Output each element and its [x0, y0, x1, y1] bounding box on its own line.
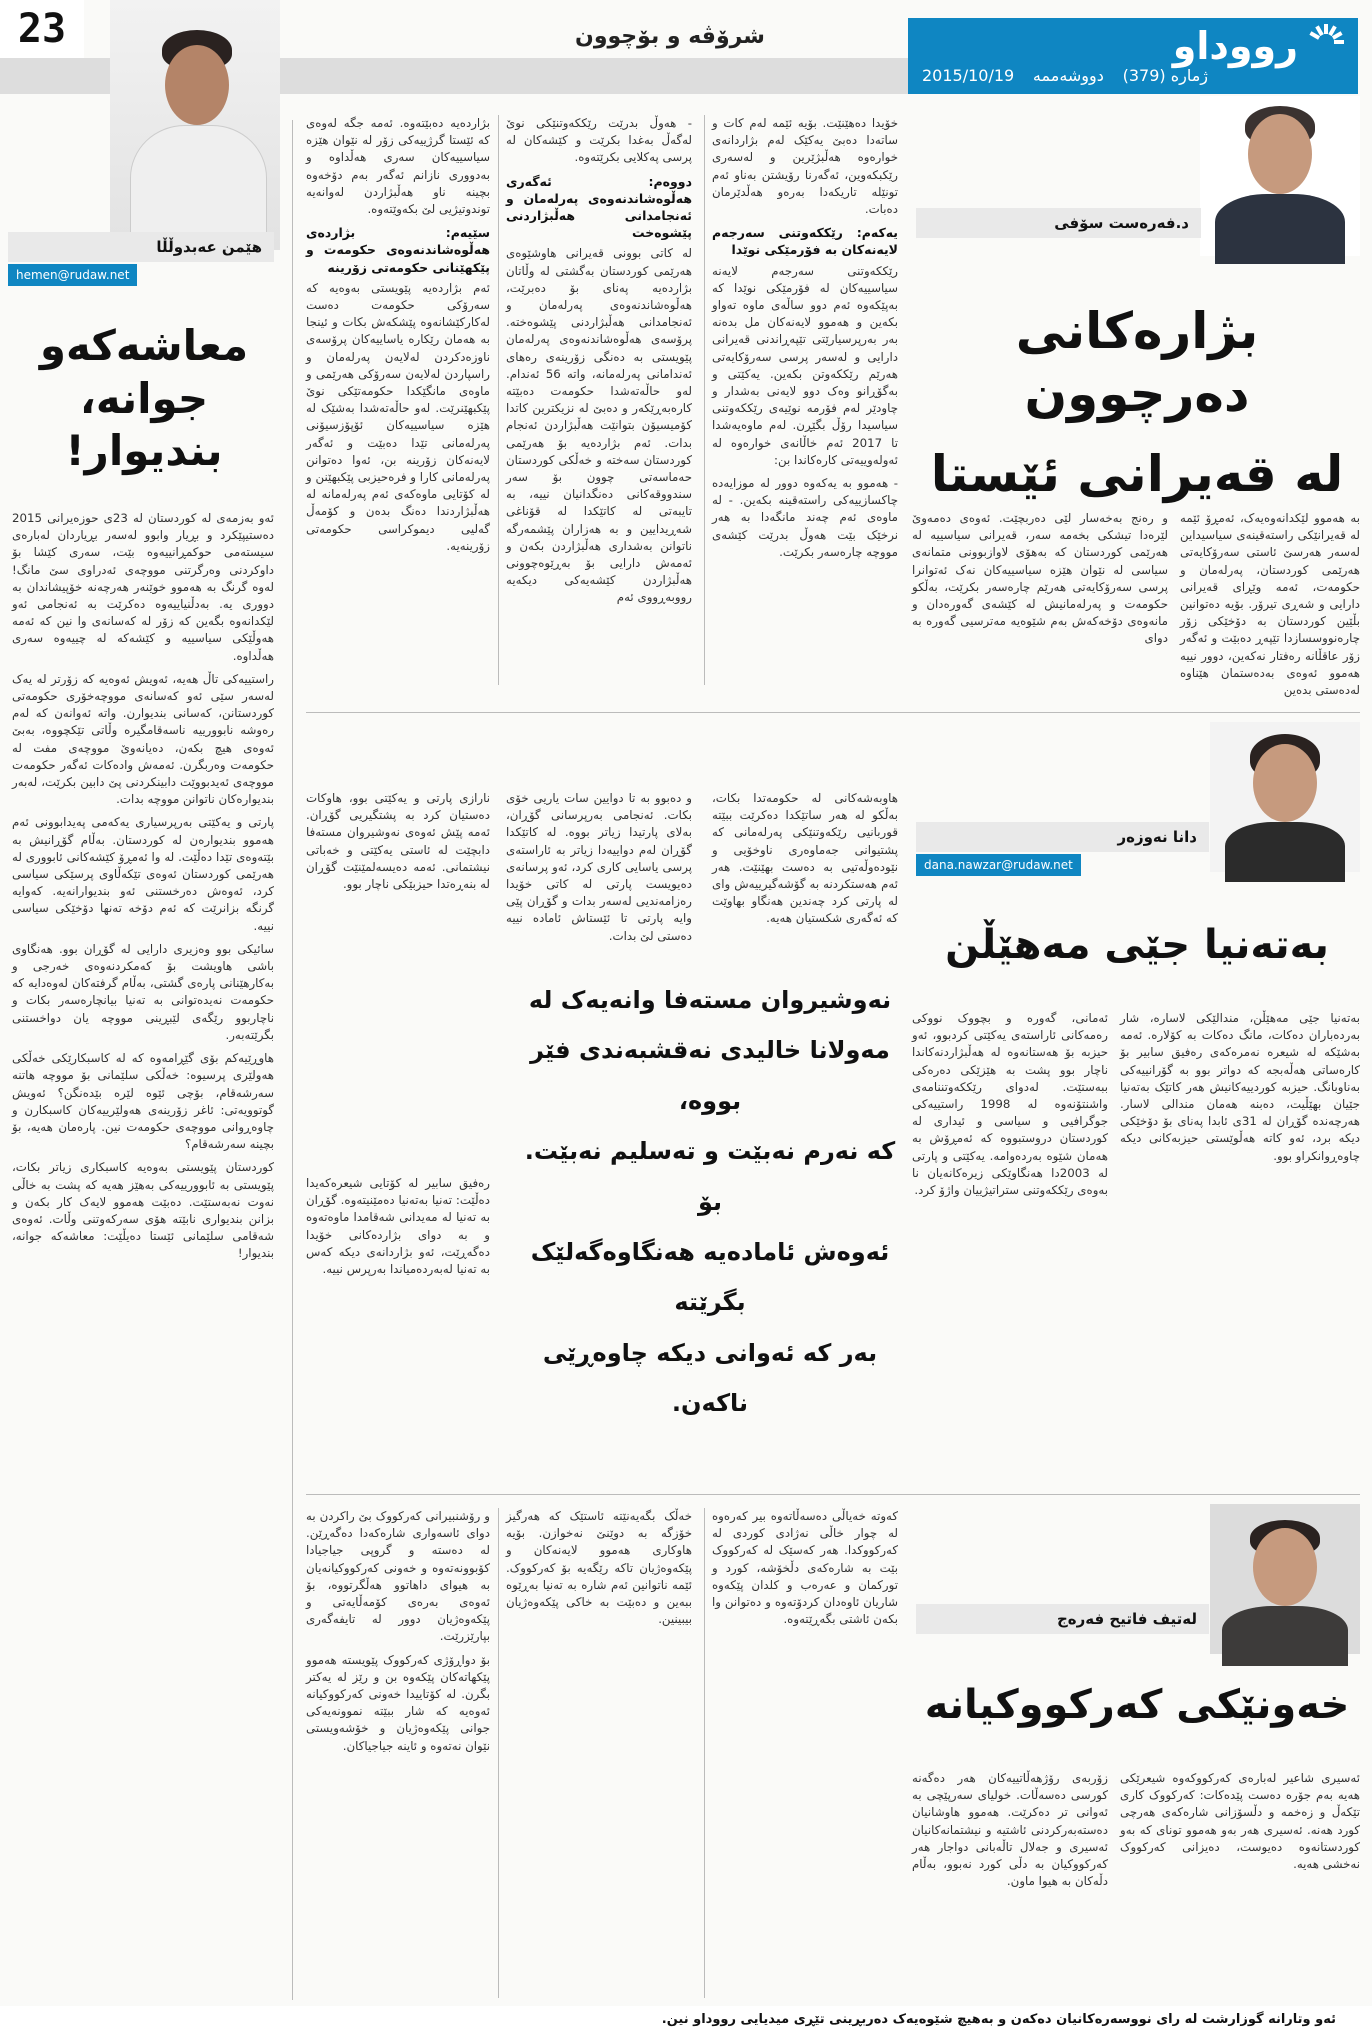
pull-quote-line: بەر کە ئەوانی دیکە چاوەڕێی ناکەن.: [542, 1338, 878, 1418]
headline-article4: خەونێکی کەرکووکیانە: [924, 1682, 1350, 1728]
paragraph: ئەمانی، گەورە و بچووک نووکی رەمەکانی ئاراستەی یەکێتی کردبوو، ئەو حیزبە بۆ هەستانەوە لە هەڵبژاردنەکاندا ناچار بوو پشت بە هێزێکی دەرەکی ببەستێت. لەدوای رێککەوتننامەی واشنتۆنەوە لە 1998 راستییەکی جوگرافیی و سیاسی و ئیداری لە کوردستان دروستبووە کە ئەمڕۆش بە هەمان شێوە بەردەوامە. یەکێتی و پارتی لە 2003دا هەنگاوێکی زیرەکانەیان نا بەوەی رێککەوتنی ستراتیژییان واژۆ کرد.: [912, 1011, 1108, 1198]
paragraph: هاوبەشەکانی لە حکومەتدا بکات، بەڵکو لە هەر ساتێکدا دەکرێت ببێتە قوربانیی رێکەوتنێکی پەرلەمانی کە پشتیوانی جەماوەری ناوخۆیی و نێودەوڵەتیی بە دەست بهێنێت. هەر ئەم هەستکردنە بە گۆشەگیرییەش وای لە پارتی کرد چەندین هەنگاو بهاوێت کە ئەگەری شکستیان هەیە.: [712, 791, 898, 926]
paragraph: بژاردەیە دەبێتەوە. ئەمە جگە لەوەی کە ئێستا گرژییەکی زۆر لە نێوان هێزە سیاسییەکان سەری هەڵداوە و بەدووری نازانم ئەگەر بەم دۆخەوە بچینە ناو هەڵبژاردن لەوانەیە توندوتیژیی لێ بکەوێتەوە.: [306, 116, 490, 217]
sun-logo-icon: [1306, 22, 1346, 62]
paragraph: هاوڕێیەکم بۆی گێڕامەوە کە لە کاسبکارێکی خەڵکی هەولێری پرسیوە: خەڵکی سلێمانی بۆ مووچە هاتنە سەرشەقام، بۆچی ئێوە لێرە بێدەنگن؟ ئەویش گوتوویەتی: ئاغر زۆرینەی هەولێرییەکان کاسبکارن و چاوەڕوانی مووچەی حکومەت نین. پارەمان هەیە، بۆ بچینە سەرشەقام؟: [12, 1051, 274, 1152]
column-divider: [498, 115, 499, 685]
author-photo-hemen: [110, 0, 280, 250]
paragraph: خەڵک بگەیەنێتە ئاستێک کە هەرگیز خۆزگە بە دوێنێ نەخوازن. بۆیە هاوکاری هەموو لایەنەکان و پێکەوەژیان تاکە رێگەیە بۆ کەرکووک. ئێمە ناتوانین ئەم شارە بە تەنیا بەڕێوە ببەین و دەبێت بە خاکی پێکەوەژیان بیبینین.: [506, 1509, 692, 1627]
paragraph: کوردستان پێویستی بەوەیە کاسبکاری زیاتر بکات، پێویستی بە ئابوورییەکی بەهێز هەیە کە پشت بە خاڵی نەوت نەبەستێت. دەبێت هەموو لایەک کار بکەن و بزانن بندیواری نابێتە هۆی سەرکەوتنی وڵات. ئەوەی شەقامی سلێمانی ئێستا دەیڵێت: معاشەکە جوانە، بندیوار!: [12, 1160, 274, 1261]
subheading: دووەم: ئەگەری هەڵوەشاندنەوەی پەرلەمان و ئەنجامدانی هەڵبژاردنی پێشوەخت: [506, 173, 692, 241]
article4-col-e: [306, 1508, 490, 1998]
article3-col-d-top: [506, 790, 692, 943]
author-name-dana: دانا نەوزەر: [916, 822, 1209, 852]
paragraph: و رۆشنبیرانی کەرکووک بێ راکردن بە دوای ئاسەواری شارەکەدا دەگەڕێن. لە دەستە و گروپی جیاجیادا کۆبوونەتەوە و خەونی کەرکووکیانەیان بە هیوای داهاتوو هەڵگرتووە، بۆ ئەوەی بەرەی کۆمەڵایەتی و پێکەوەژیان دوور لە تایفەگەری بپارێزرێت.: [306, 1509, 490, 1644]
column-divider: [704, 1508, 705, 1998]
author-name-latif: لەتیف فاتیح فەرەج: [916, 1604, 1209, 1634]
author-photo-fereset: [1200, 96, 1360, 256]
article3-col-e: [306, 790, 490, 940]
paragraph: لە کاتی بوونی قەیرانی هاوشێوەی هەرێمی کوردستان بەگشتی لە وڵاتان بژاردەیە پەنای بۆ دەبرێت، هەڵوەشاندنەوەی پەرلەمان و ئەنجامدانی هەڵبژاردنی پێشوەختە. پرۆسەی هەڵوەشاندنەوەی پەرلەمان پێویستی بە دەنگی زۆرینەی رەهای ئەندامانی پەرلەمانە، واتە 56 ئەندام. لەو حاڵەتەشدا حکومەت دەبێتە کارەبەڕێکەر و دەبێ لە نزیکترین کاتدا کۆمیسیۆن بتوانێت هەڵبژاردن ئەنجام بدات. ئەم بژاردەیە بۆ هەرێمی کوردستان سەختە و خەڵکی کوردستان حەماسەتی چوون بۆ سەر سندووقەکانی دەنگدانیان نییە، بە تایبەتی لە کاتێکدا لە قۆناغی شەڕیدایین و بە هەزاران پێشمەرگە ناتوانن بەشداری هەڵبژاردن بکەن و ئەمەش دارایی بۆ بەڕێوەچوونی هەڵبژاردن کێشەیەکی دیکەیە رووبەڕووی ئەم: [506, 246, 693, 605]
paragraph: ئەم بژاردەیە پێویستی بەوەیە کە سەرۆکی حکومەت دەست لەکارکێشانەوە پێشکەش بکات و ئینجا بە هەمان رێکارە یاساییەکان پرۆسەی ناوزەدکردن لەلایەن پەرلەمان و راسپاردن لەلایەن سەرۆکی هەرێمی و ماوەی مانگێکدا حکومەتێکی نوێ پێکبهێنرێت. لەو حاڵەتەشدا بەشێک لە هێزە سیاسییەکان ئۆپۆزسیۆنی پەرلەمانی تێدا دەبێت و ئەگەر لایەنەکان زۆرینە بن، ئەوا دەتوانن پەرلەمانی کارا و فرەحیزبی پێکبهێنن و لە کۆتایی ماوەکەی ئەم پەرلەمانە لە هەڵبژاردندا دەنگ بدەن و کۆمەڵ گەلیی دیموکراسی حکومەتی زۆرینەیە.: [306, 280, 490, 553]
headline-article1-line2: لە قەیرانی ئێستا: [930, 445, 1344, 503]
paragraph: نارازی پارتی و یەکێتی بوو، هاوکات دەستیان کرد بە پشتگیریی گۆڕان. ئەمە پێش ئەوەی نەوشیروان مستەفا دابچێت لە ئاستی یەکێتی و خەباتی نیشتمانی. ئەمە دەیسەلمێنێت گۆڕان لە بنەڕەتدا حیزبێکی ناچار بوو.: [306, 791, 490, 892]
headline-article3: بەتەنیا جێی مەهێڵن: [945, 922, 1329, 968]
paragraph: و دەبوو بە تا دوایین سات یاریی خۆی بکات. ئەنجامی بەرپرسانی گۆڕان، بەلای پارتیدا زیاتر بووە. لە کاتێکدا گۆڕان لەم دواییەدا زیاتر بە ئاراستەی پرسی یاسایی کاری کرد، ئەو پرسانەی دەیویست پارتی لە کاتی خۆیدا رەزامەندیی لەسەر بدات و گۆڕان پێی وایە پارتی تا ئێستاش ئامادە نییە دەستی لێ بدات.: [506, 791, 692, 943]
article4-col-c: [712, 1508, 898, 1998]
paragraph: رێککەوتنی سەرجەم لایەنە سیاسییەکان لە فۆرمێکی نوێدا کە بەپێکەوە ئەم دوو ساڵەی ماوە تەواو بکەین و هەموو لایەنەکان مل بدەنە بەر بەرپرسیارێتی تێپەڕاندنی قەیرانی دارایی و لەسەر پرسی سەرۆکایەتی هەرێم رێککەوتن بکەین. یەکێتی و بەگۆڕانو وەک دوو لایەنی بەشدار و چاودێر لەم فۆرمە نوێیەی رێککەوتنی سیاسیدا رۆڵ بگێڕن. لەم ماوەیەشدا تا 2017 ئەم خاڵانەی خوارەوە لە ئەولەوییەتی کارەکاندا بن:: [712, 263, 898, 467]
pull-quote: [520, 975, 900, 1429]
article1-col-d: [506, 115, 692, 685]
subheading: سێیەم: بژاردەی هەڵوەشاندنەوەی حکومەت و پێکهێنانی حکومەتی زۆرینە: [306, 225, 490, 275]
paragraph: خۆیدا دەهێنێت. بۆیە ئێمە لەم کات و ساتەدا دەبێ یەکێک لەم بژاردانەی خوارەوە هەڵبژێرین و لەسەری رێکبکەوین، ئەگەرنا رۆیشتن بەناو ئەم تونێلە تاریکەدا بەرەو هەڵدێرمان دەبات.: [712, 116, 898, 217]
paragraph: بە هەموو لێکدانەوەیەک، ئەمڕۆ ئێمە لە قەیرانێکی راستەقینەی سیاسیداین لەسەر هەرسێ ئاستی سەرۆکایەتی هەرێمی کوردستان، پەرلەمان و حکومەت، ئەمە وێڕای قەیرانی دارایی و شەڕی تیرۆر. بۆیە دەتوانین بڵێین کوردستان بە دۆخێکی زۆر چارەنووسسازدا تێپەڕ دەبێت و ئەگەر زۆر عاقڵانە رەفتار نەکەین، دوور نییە هەموو ئەوەی بەدەستمان هێناوە لەدەستی بدەین: [1180, 511, 1360, 698]
pull-quote-line: مەولانا خالیدی نەقشبەندی فێر بووە،: [530, 1036, 890, 1115]
article4-col-b: [912, 1770, 1108, 1998]
article1-col-e: [306, 115, 490, 685]
article3-col-c-top: [712, 790, 898, 940]
pull-quote-line: کە نەرم نەبێت و تەسلیم نەبێت. بۆ: [524, 1137, 896, 1216]
issue-date: 2015/10/19: [922, 66, 1015, 85]
article1-col-a: [1180, 510, 1360, 698]
article1-col-b: [912, 510, 1168, 680]
section-title: شرۆڤە و بۆچوون: [575, 24, 765, 49]
paragraph: راستییەکی تاڵ هەیە، ئەویش ئەوەیە کە زۆرتر لە یەک لەسەر سێی ئەو کەسانەی مووچەخۆری حکومەتی کوردستانن، کەسانی بندیوارن. واتە ئەوانەن کە لەم رەوشە نابوورییە ناسەقامگیرە وڵاتی تێکچووە، بەبێ ئەوەی هیچ بکەن، دەیانەوێ مووچەی مفت لە حکومەت وەربگرن. ئەمەش وادەکات ئەگەر حکومەت مووچەی ئەیدبووێت دابینکردنی پێ دابین بکرێت، لەبەر بندیوارەکان ناتوانن مووچە بدات.: [12, 671, 274, 807]
article3-col-a: [1120, 1010, 1360, 1490]
headline-article2-line2: جوانە، بندیوار!: [65, 373, 223, 475]
headline-article2-line1: معاشەکەو: [39, 321, 249, 370]
pull-quote-line: نەوشیروان مستەفا وانەیەک لە: [528, 986, 892, 1014]
paragraph: رەفیق سابیر لە کۆتایی شیعرەکەیدا دەڵێت: تەنیا بەتەنیا دەمێنیتەوە. گۆڕان بە تەنیا لە مەیدانی شەقامدا ماوەتەوە و بە دوای بژاردەکانی خۆیدا دەگەڕێت، ئەو بژاردانەی دیکە کەس بە تەنیا لەبەردەمیاندا بەرپرس نییە.: [306, 1176, 490, 1277]
paragraph: - هەوڵ بدرێت رێککەوتنێکی نوێ لەگەڵ بەغدا بکرێت و کێشەکان لە پرسی پەکلایی بکرێتەوە.: [506, 116, 692, 165]
author-photo-latif: [1210, 1504, 1360, 1654]
section-divider: [306, 712, 1360, 713]
headline-article1-line1: بژارەکانی دەرچوون: [1015, 302, 1259, 423]
issue-day: دووشەممە: [1032, 66, 1104, 85]
headline-article1: [912, 300, 1362, 506]
issue-number: ژمارە (379): [1122, 66, 1208, 85]
article2-body: [12, 510, 274, 1990]
author-name-hemen: هێمن عەبدوڵڵا: [8, 232, 274, 262]
paragraph: پارتی و یەکێتی بەرپرسیاری یەکەمی پەیدابوونی ئەم هەموو بندیوارەن لە کوردستان. بەڵام گۆڕانیش بە بێتەوەی تێدا دەڵێت. لە وا ئەمڕۆ کێشەکانی ئابووری لە هەرێمی کوردستان ئەوەی تێکەڵاوی پرسێکی سیاسی کرد، ئەوەش دەرخستنی ئەو بندیوارانەیە. کەوایە گرنگە بزانرێت کە ئەم دۆخە تەنها دۆخێکی سیاسی نییە.: [12, 815, 274, 933]
issue-meta: [922, 66, 1208, 85]
author-photo-dana: [1210, 722, 1360, 872]
article4-col-a: [1120, 1770, 1360, 1998]
masthead: [908, 18, 1358, 94]
column-divider: [292, 120, 293, 2000]
paragraph: و رەنج بەخەسار لێی دەربچێت. ئەوەی دەمەوێ لێرەدا تیشکی بخەمە سەر، قەیرانی سیاسییە لە هەرێمی کوردستان کە بەهۆی لاوازبوونی متمانەی سیاسی لە نێوان هێزە سیاسییەکان نەک ئەتوانرا پرسی سەرۆکایەتی هەرێم چارەسەر بکرێت، بەڵکو حکومەت و پەرلەمانیش لە کێشەی گەورەدان و مانەوەی دۆخەکەش بەم شێوەیە مەترسیی گەورە بە دوای: [912, 511, 1168, 646]
brand-logo: رووداو: [1172, 24, 1298, 68]
pull-quote-line: ئەوەش ئامادەیە هەنگاوەگەلێک بگرێتە: [530, 1237, 890, 1317]
article3-col-f: [306, 1175, 490, 1485]
subheading: یەکەم: رێککەوتنی سەرجەم لایەنەکان بە فۆرمێکی نوێدا: [712, 225, 898, 258]
paragraph: - هەموو بە یەکەوە دوور لە موزایەدە چاکسازییەکی راستەقینە بکەین. - لە ماوەی ئەم چەند مانگەدا بە هەر نرخێک بێت هەوڵ بدرێت کێشەی مووچە چارەسەر بکرێت.: [712, 476, 898, 559]
paragraph: بەتەنیا جێی مەهێڵن، مندالێکی لاسارە، شار بەردەباران دەکات، مانگ دەکات بە کۆلارە. ئەمە بەشێکە لە شیعرە نەمرەکەی رەفیق سابیر بۆ کارەساتی هەڵەبجە کە دواتر بوو بە گۆرانییەکی بەناوبانگ. حیزبە کوردییەکانیش هەر کاتێک بەتەنیا جێیان بهێڵیت، دەبنە هەمان مندالی لاسار. هەرچەندە گۆڕان لە 31ی ئابدا پەنای بۆ دۆخێکی دیکە برد، ئەو کاتە هەڵوێستی حیزبەکانی دیکە چاوەڕوانکراو بوو.: [1120, 1011, 1360, 1163]
section-divider: [306, 1494, 1360, 1495]
author-email-hemen: hemen@rudaw.net: [8, 264, 137, 286]
paragraph: سائیکی بوو وەزیری دارایی لە گۆڕان بوو. هەنگاوی باشی هاویشت بۆ کەمکردنەوەی خەرجی و بەکارهێنانی پارەی گشتی، بەڵام گرفتەکان لەوەدایە کە حکومەت نەیدەتوانی بە تەنیا بیانچارەسەر بکات و ناچاربوو رێگەی لێبڕینی مووچە یان دواخستنی بگرێتەبەر.: [12, 941, 274, 1042]
article1-col-c: [712, 115, 898, 685]
footer-disclaimer: ئەو وتارانە گوزارشت لە رای نووسەرەکانیان دەکەن و بەهیچ شێوەیەک دەربڕینی تێڕی میدیایی رووداو نین.: [0, 2006, 1372, 2034]
paragraph: زۆربەی رۆژهەڵاتییەکان هەر دەگەنە کورسی دەسەڵات. خولیای سەرپێچی بە ئەوانی تر دەکرێت. هەموو هاوشانیان دەستەبەرکردنی ئاشتیە و نیشتمانەکانیان ئەسیری و جەلال تاڵەبانی دواجار هەر کەرکووکیان بە دڵی کورد نەبوو، بەڵام دڵەکان بە هیوا ماون.: [912, 1771, 1108, 1889]
column-divider: [498, 1508, 499, 1998]
page-number: 23: [0, 0, 84, 58]
paragraph: کەوتە خەیاڵی دەسەڵاتەوە بیر کەرەوە لە چوار خاڵی نەژادی کوردی لە کەرکووکدا. هەر کەسێک لە کەرکووک بێت بە شارەکەی دڵخۆشە، کورد و تورکمان و عەرەب و کلدان پێکەوە شاریان ئاوەدان کردۆتەوە و دەتوانن وا بکەن ئاشتی بگەڕێتەوە.: [712, 1509, 898, 1627]
author-name-fereset: د.فەرەست سۆفی: [916, 208, 1201, 238]
article4-col-d: [506, 1508, 692, 1998]
headline-article2: [8, 320, 280, 478]
column-divider: [704, 115, 705, 685]
article3-col-b: [912, 1010, 1108, 1490]
paragraph: ئەو بەزمەی لە کوردستان لە 23ی حوزەیرانی 2015 دەستیپێکرد و بڕیار وابوو لەسەر بڕیاردان لەبارەی سیستەمی حوکمڕانییەوە بێت، سەری کێشا بۆ داوکردنی وەرگرتنی مووچەی ئەدراوی سێ مانگ! لەوە گرنگ بە هەموو خوێنەر هەرچەنە خۆپیشاندان بە دووری یە. بەدڵنیاییەوە دەکرێت بە ئەنجامی ئەو لێکدانەوە بگەین کە زۆر لە کەسانەی وا نین کە ئەمە هەوڵێکی سیاسییە و کێشەکە لە چییەوە سەری هەڵداوە.: [12, 511, 275, 663]
paragraph: بۆ دواڕۆژی کەرکووک پێویستە هەموو پێکهاتەکان پێکەوە بن و رێز لە یەکتر بگرن. لە کۆتاییدا خەونی کەرکووکیانە ئەوەیە کە شار ببێتە نموونەیەکی جوانی پێکەوەژیان و خۆشەویستی نێوان نەتەوە و ئاینە جیاجیاکان.: [306, 1652, 490, 1753]
paragraph: ئەسیری شاعیر لەبارەی کەرکووکەوە شیعرێکی هەیە بەم جۆرە دەست پێدەکات: کەرکووک کاری تێکەڵ و زەخمە و دڵسۆزانی شارەکەی هەرچی کورد هەنە. ئەسیری هەر بەو هەموو تونای کە بەو کوردستانەوە دەیوست، دەیزانی کەرکووک نەخشی هەیە.: [1120, 1771, 1360, 1872]
author-email-dana: dana.nawzar@rudaw.net: [916, 854, 1081, 876]
